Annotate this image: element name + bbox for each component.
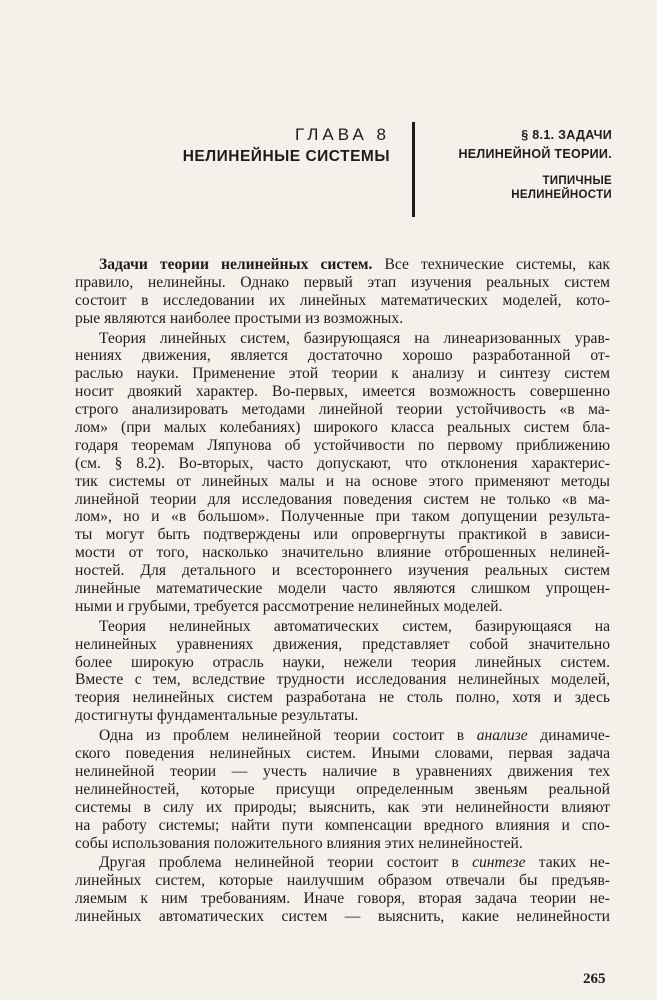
paragraph-2-line: линейные математические модели часто являются слишком упрощен- — [75, 580, 610, 598]
paragraph-3-line: теория нелинейных систем разработана не столь полно, хотя и здесь — [75, 689, 610, 707]
paragraph-2-line: строго анализировать методами линейной теории устойчивость «в ма- — [75, 401, 610, 419]
section-heading — [420, 126, 612, 202]
section-title-line-1: § 8.1. ЗАДАЧИ — [521, 128, 612, 142]
paragraph-2-line: носит двоякий характер. Во-первых, имеется возможность совершенно — [75, 383, 610, 401]
paragraph-3-line: достигнуты фундаментальные результаты. — [75, 707, 359, 725]
paragraph-2-line: ностей. Для детального и всестороннего изучения реальных систем — [75, 562, 610, 580]
heading-divider — [412, 122, 415, 217]
paragraph-4-line: нелинейностей, которые присущи определенным звеньям реальной — [75, 780, 610, 798]
paragraph-1-line: рые являются наиболее простыми из возможных. — [75, 309, 404, 327]
paragraph-1-line: состоит в исследовании их линейных математических моделей, кото- — [75, 291, 610, 309]
subsection-title-line-1: ТИПИЧНЫЕ — [542, 175, 612, 187]
paragraph-5-line: линейных систем, которые наилучшим образом отвечали бы предъяв- — [75, 872, 610, 890]
paragraph-4-line: нелинейной теории — учесть наличие в уравнениях движения тех — [75, 762, 610, 780]
subsection-title — [420, 174, 612, 202]
paragraph-4-line: на работу системы; найти пути компенсации вредного влияния и спо- — [75, 816, 610, 834]
chapter-title: НЕЛИНЕЙНЫЕ СИСТЕМЫ — [182, 148, 390, 165]
paragraph-2-line: Теория линейных систем, базирующаяся на линеаризованных урав- — [99, 329, 610, 347]
paragraph-5-line: линейных автоматических систем — выяснить, какие нелинейности — [75, 908, 610, 926]
paragraph-1-line: Задачи теории нелинейных систем. Все технические системы, как — [99, 256, 610, 273]
paragraph-4-line: ского поведения нелинейных систем. Иными словами, первая задача — [75, 745, 610, 763]
paragraph-1-lead: Задачи теории нелинейных систем. — [99, 256, 373, 273]
emphasis-analysis: анализе — [476, 727, 528, 745]
emphasis-synthesis: синтезе — [472, 854, 526, 872]
paragraph-2-line: мости от того, насколько значительно влияние отброшенных нелиней- — [75, 544, 610, 562]
paragraph-2-line: ты могут быть подтверждены или опровергнуты практикой в зависи- — [75, 526, 610, 544]
paragraph-3-line: более широкую отрасль науки, нежели теория линейных систем. — [75, 653, 610, 671]
paragraph-3-line: Вместе с тем, вследствие трудности исследования нелинейных моделей, — [75, 671, 610, 689]
paragraph-2-line: годаря теоремам Ляпунова об устойчивости по первому приближению — [75, 436, 610, 454]
section-title-line-2: НЕЛИНЕЙНОЙ ТЕОРИИ. — [458, 147, 612, 161]
chapter-heading — [150, 124, 390, 168]
paragraph-4-line: системы в силу их природы; выяснить, как эти нелинейности влияют — [75, 798, 610, 816]
paragraph-5-line: Другая проблема нелинейной теории состоит в синтезе таких не- — [99, 854, 610, 872]
paragraph-4-line: собы использования положительного влияния этих нелинейностей. — [75, 834, 523, 852]
body-text — [75, 256, 610, 926]
paragraph-2-line: линейной теории для исследования поведения систем не только «в ма- — [75, 490, 610, 508]
paragraph-2-line: тик системы от линейных малы и на основе этого применяют методы — [75, 472, 610, 490]
paragraph-2-line: ными и грубыми, требуется рассмотрение нелинейных моделей. — [75, 597, 503, 615]
paragraph-3-line: Теория нелинейных автоматических систем, базирующаяся на — [99, 617, 610, 635]
paragraph-2-line: лом» (при малых колебаниях) широкого класса реальных систем бла- — [75, 419, 610, 437]
page-number: 265 — [583, 971, 606, 987]
paragraph-1-line: правило, нелинейны. Однако первый этап изучения реальных систем — [75, 273, 610, 291]
paragraph-2-line: лом», но и «в большом». Полученные при таком допущении результа- — [75, 508, 610, 526]
paragraph-2-line: (см. § 8.2). Во-вторых, часто допускают, что отклонения характерис- — [75, 454, 610, 472]
chapter-label: ГЛАВА 8 — [294, 125, 390, 144]
paragraph-4-line: Одна из проблем нелинейной теории состоит в анализе динамиче- — [99, 727, 610, 745]
paragraph-2-line: раслью науки. Применение этой теории к анализу и синтезу систем — [75, 365, 610, 383]
subsection-title-line-2: НЕЛИНЕЙНОСТИ — [511, 189, 612, 201]
paragraph-3-line: нелинейных уравнениях движения, представляет собой значительно — [75, 635, 610, 653]
paragraph-5-line: ляемым к ним требованиям. Иначе говоря, вторая задача теории не- — [75, 890, 610, 908]
paragraph-2-line: нениях движения, является достаточно хорошо разработанной от- — [75, 347, 610, 365]
